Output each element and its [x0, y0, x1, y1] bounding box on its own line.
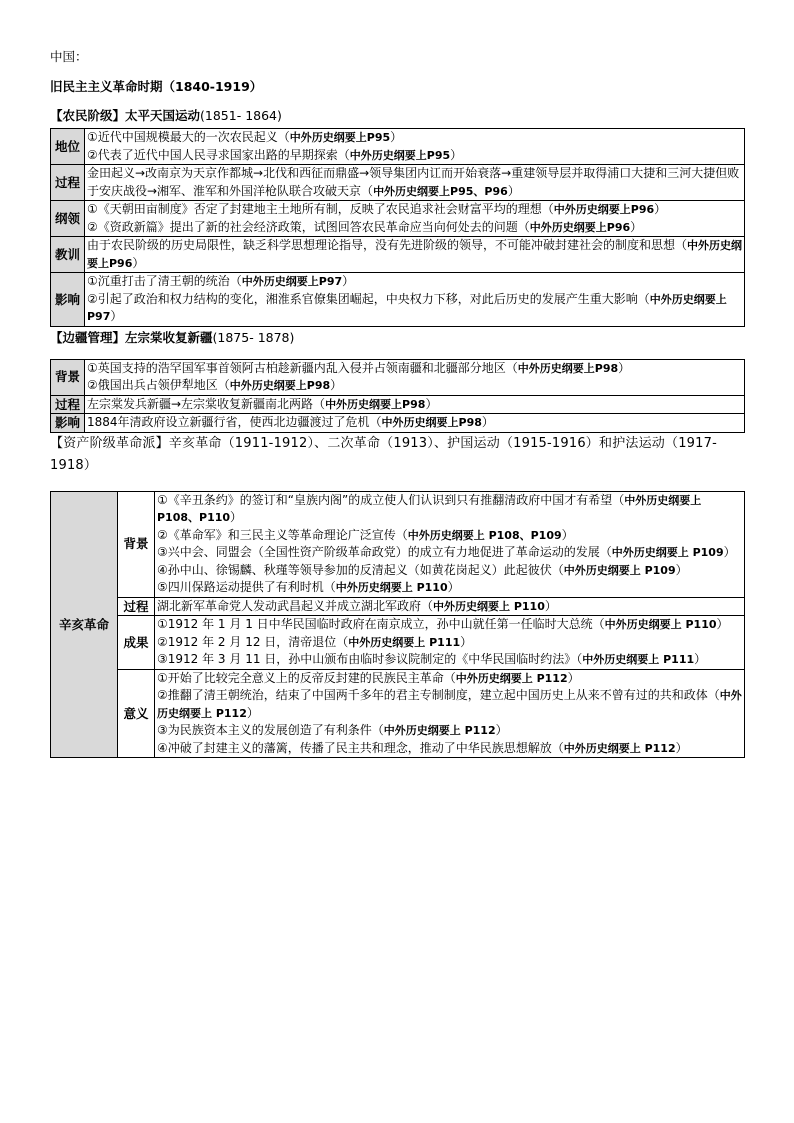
- textbook-reference: 中外历史纲要上 P112: [157, 689, 742, 720]
- line-text: ②1912 年 2 月 12 日，清帝退位（: [157, 634, 349, 649]
- line-end: ）: [495, 723, 508, 737]
- line-text: ②俄国出兵占领伊犁地区（: [87, 378, 230, 392]
- cell-line: [87, 219, 742, 237]
- textbook-reference: 中外历史纲要上P97: [241, 275, 343, 288]
- line-end: ）: [450, 147, 463, 162]
- table-row: [51, 165, 745, 201]
- xinjiang-heading: [50, 329, 745, 347]
- cell-line: [87, 273, 742, 291]
- textbook-reference: 中外历史纲要上P98: [517, 361, 619, 375]
- table-row: [51, 359, 745, 395]
- line-text: ①沉重打击了清王朝的统治（: [87, 274, 242, 288]
- xinjiang-table: [50, 359, 745, 433]
- row-content: [85, 165, 745, 201]
- cell-line: [157, 722, 742, 740]
- line-end: ）: [460, 634, 473, 649]
- cell-line: [157, 740, 742, 758]
- line-text: ②引起了政治和权力结构的变化，湘淮系官僚集团崛起，中央权力下移，对此后历史的发展产生重大影响（: [87, 291, 650, 306]
- cell-line: [87, 237, 742, 272]
- textbook-reference: 中外历史纲要上 P109: [563, 563, 676, 577]
- line-end: ）: [342, 274, 355, 288]
- cell-line: [87, 377, 742, 395]
- cell-line: [157, 616, 742, 634]
- taiping-years: (1851- 1864): [200, 108, 282, 123]
- line-text: ②《革命军》和三民主义等革命理论广泛宣传（: [157, 527, 408, 542]
- row-content: [155, 597, 745, 616]
- row-key: 过程: [51, 165, 85, 201]
- row-key: 纲领: [51, 201, 85, 237]
- line-text: ①1912 年 1 月 1 日中华民国临时政府在南京成立，孙中山就任第一任临时大总统（: [157, 617, 605, 631]
- table-row: [51, 201, 745, 237]
- textbook-reference: 中外历史纲要上P97: [87, 292, 727, 323]
- cell-line: [157, 598, 742, 616]
- line-text: ③为民族资本主义的发展创造了有利条件（: [157, 723, 384, 737]
- cell-line: [157, 670, 742, 688]
- line-text: 金田起义→改南京为天京作都城→北伐和西征而鼎盛→领导集团内讧而开始衰落→重建领导层并取得浦口大捷和三河大捷但败于安庆战役→湘军、淮军和外国洋枪队联合攻破天京（: [87, 166, 740, 198]
- country-heading: 中国：: [50, 49, 88, 64]
- textbook-reference: 中外历史纲要上P96: [529, 220, 631, 234]
- table-row: [51, 237, 745, 273]
- textbook-reference: 中外历史纲要上P98: [325, 397, 426, 411]
- line-end: ）: [507, 183, 520, 198]
- cell-line: [157, 492, 742, 527]
- line-end: ）: [618, 360, 631, 375]
- line-text: ②《资政新篇》提出了新的社会经济政策，试图回答农民革命应当向何处去的问题（: [87, 219, 530, 234]
- table-row: [51, 597, 745, 616]
- line-end: ）: [481, 415, 494, 429]
- line-end: ）: [246, 705, 259, 720]
- line-end: ）: [567, 670, 580, 685]
- xinjiang-years: (1875- 1878): [212, 329, 295, 345]
- line-end: ）: [561, 527, 574, 542]
- cell-line: [157, 527, 742, 545]
- textbook-reference: 中外历史纲要上 P110: [604, 618, 717, 631]
- line-text: ①近代中国规模最大的一次农民起义（: [87, 130, 290, 144]
- table-row: [51, 414, 745, 433]
- taiping-heading: [50, 107, 745, 125]
- row-key: 过程: [51, 395, 85, 414]
- line-text: 由于农民阶级的历史局限性，缺乏科学思想理论指导，没有先进阶级的领导，不可能冲破封建社会的制度和思想（: [87, 238, 688, 252]
- table-row: [51, 395, 745, 414]
- table-row: [51, 491, 745, 597]
- textbook-reference: 中外历史纲要上 P112: [455, 671, 568, 685]
- row-key: 过程: [118, 597, 155, 616]
- textbook-reference: 中外历史纲要上P98: [381, 416, 482, 429]
- cell-line: [87, 129, 742, 147]
- row-content: [155, 491, 745, 597]
- cell-line: [87, 147, 742, 165]
- textbook-reference: 中外历史纲要上P95: [289, 131, 391, 144]
- row-content: [155, 616, 745, 670]
- line-text: ①开始了比较完全意义上的反帝反封建的民族民主革命（: [157, 670, 456, 685]
- cell-line: [157, 651, 742, 669]
- cell-line: [157, 544, 742, 562]
- line-text: ①《天朝田亩制度》否定了封建地主土地所有制，反映了农民追求社会财富平均的理想（: [87, 202, 554, 216]
- line-text: ②推翻了清王朝统治，结束了中国两千多年的君主专制制度，建立起中国历史上从来不曾有过的共和政体（: [157, 688, 720, 702]
- row-content: [85, 237, 745, 273]
- revolution-table: [50, 491, 745, 759]
- row-key: 成果: [118, 616, 155, 670]
- line-end: ）: [330, 378, 343, 392]
- textbook-reference: 中外历史纲要上 P109: [611, 546, 724, 559]
- row-key: 地位: [51, 129, 85, 165]
- row-key: 背景: [51, 359, 85, 395]
- line-text: ②代表了近代中国人民寻求国家出路的早期探索（: [87, 147, 350, 162]
- line-end: ）: [132, 255, 145, 270]
- line-text: 湖北新军革命党人发动武昌起义并成立湖北军政府（: [157, 598, 434, 613]
- table-row: [51, 273, 745, 327]
- cell-line: [87, 414, 742, 432]
- line-text: 左宗棠发兵新疆→左宗棠收复新疆南北两路（: [87, 396, 326, 411]
- line-text: 1884年清政府设立新疆行省，使西北边疆渡过了危机（: [87, 415, 382, 429]
- table-row: [51, 616, 745, 670]
- textbook-reference: 中外历史纲要上 P110: [433, 599, 545, 613]
- textbook-reference: 中外历史纲要上P96: [87, 239, 743, 270]
- textbook-reference: 中外历史纲要上 P110: [335, 581, 448, 594]
- cell-line: [87, 396, 742, 414]
- row-key: 意义: [118, 669, 155, 758]
- textbook-reference: 中外历史纲要上 P108、P110: [157, 493, 702, 524]
- line-text: ④冲破了封建主义的藩篱，传播了民主共和理念，推动了中华民族思想解放（: [157, 740, 564, 755]
- table-row: [51, 129, 745, 165]
- row-content: [85, 359, 745, 395]
- cell-line: [157, 687, 742, 722]
- line-text: ③兴中会、同盟会（全国性资产阶级革命政党）的成立有力地促进了革命运动的发展（: [157, 545, 612, 559]
- revolution-heading: 【资产阶级革命派】辛亥革命（1911-1912）、二次革命（1913）、护国运动（1915-1916）和护法运动（1917-1918）: [50, 435, 717, 473]
- line-text: ③1912 年 3 月 11 日，孙中山颁布由临时参议院制定的《中华民国临时约法》（: [157, 652, 583, 666]
- line-end: ）: [654, 202, 667, 216]
- cell-line: [87, 360, 742, 378]
- textbook-reference: 中外历史纲要上 P111: [582, 653, 695, 666]
- cell-line: [87, 165, 742, 200]
- row-key: 影响: [51, 273, 85, 327]
- line-end: ）: [630, 219, 643, 234]
- table-row: [51, 669, 745, 758]
- row-content: [85, 273, 745, 327]
- textbook-reference: 中外历史纲要上P96: [553, 203, 655, 216]
- textbook-reference: 中外历史纲要上P98: [229, 379, 331, 392]
- line-end: ）: [390, 130, 403, 144]
- line-end: ）: [675, 562, 688, 577]
- cell-line: [157, 579, 742, 597]
- row-content: [85, 395, 745, 414]
- line-end: ）: [230, 510, 243, 524]
- cell-line: [87, 291, 742, 326]
- row-content: [85, 414, 745, 433]
- line-end: ）: [716, 617, 729, 631]
- line-end: ）: [425, 396, 438, 411]
- row-content: [85, 129, 745, 165]
- textbook-reference: 中外历史纲要上P95、P96: [373, 184, 508, 198]
- line-text: ①英国支持的浩罕国军事首领阿古柏趁新疆内乱入侵并占领南疆和北疆部分地区（: [87, 360, 518, 375]
- line-end: ）: [723, 545, 736, 559]
- line-end: ）: [544, 598, 557, 613]
- row-key: 背景: [118, 491, 155, 597]
- line-end: ）: [110, 309, 123, 323]
- line-text: ⑤四川保路运动提供了有利时机（: [157, 580, 336, 594]
- document-page: [50, 48, 745, 758]
- textbook-reference: 中外历史纲要上 P112: [383, 724, 496, 737]
- row-content: [85, 201, 745, 237]
- line-end: ）: [675, 740, 688, 755]
- line-end: ）: [694, 652, 707, 666]
- taiping-label: 【农民阶级】太平天国运动: [50, 108, 201, 123]
- line-end: ）: [447, 580, 460, 594]
- xinjiang-label: 【边疆管理】左宗棠收复新疆: [50, 329, 213, 345]
- textbook-reference: 中外历史纲要上P95: [349, 148, 451, 162]
- cell-line: [157, 562, 742, 580]
- main-key: 辛亥革命: [51, 491, 118, 758]
- taiping-table: [50, 128, 745, 327]
- row-key: 教训: [51, 237, 85, 273]
- textbook-reference: 中外历史纲要上 P112: [563, 741, 676, 755]
- cell-line: [157, 634, 742, 652]
- textbook-reference: 中外历史纲要上 P108、P109: [407, 528, 562, 542]
- line-text: ①《辛丑条约》的签订和“皇族内阁”的成立使人们认识到只有推翻清政府中国才有希望（: [157, 492, 625, 507]
- textbook-reference: 中外历史纲要上 P111: [348, 635, 461, 649]
- period-heading: 旧民主主义革命时期（1840-1919）: [50, 79, 263, 94]
- cell-line: [87, 201, 742, 219]
- row-key: 影响: [51, 414, 85, 433]
- row-content: [155, 669, 745, 758]
- line-text: ④孙中山、徐锡麟、秋瑾等领导参加的反清起义（如黄花岗起义）此起彼伏（: [157, 562, 564, 577]
